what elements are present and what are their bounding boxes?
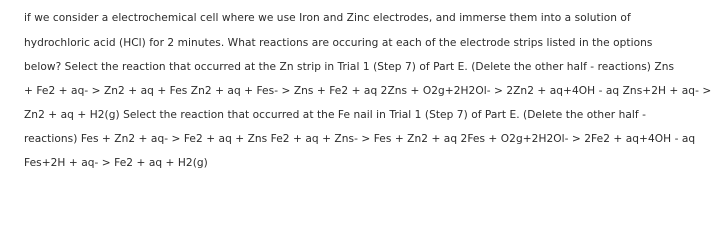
question-line-6: reactions) Fes + Zn2 + aq- > Fe2 + aq + Zns Fe2 + aq + Zns- > Fes + Zn2 + aq 2Fes + O2g+2H2Ol- > 2Fe2 + aq+4OH - aq [24, 133, 696, 145]
question-line-7: Fes+2H + aq- > Fe2 + aq + H2(g) [24, 157, 208, 169]
question-line-1: if we consider a electrochemical cell where we use Iron and Zinc electrodes, and immerse them into a solution of [24, 12, 631, 24]
question-line-4: + Fe2 + aq- > Zn2 + aq + Fes Zn2 + aq + Fes- > Zns + Fe2 + aq 2Zns + O2g+2H2Ol- > 2Zn2 + aq+4OH - aq Zns+2H + aq- > [24, 85, 712, 97]
question-text-block [24, 0, 718, 173]
question-line-2: hydrochloric acid (HCl) for 2 minutes. What reactions are occuring at each of the electrode strips listed in the options [24, 37, 653, 49]
question-line-5: Zn2 + aq + H2(g) Select the reaction that occurred at the Fe nail in Trial 1 (Step 7) of Part E. (Delete the other half - [24, 109, 646, 121]
question-line-3: below? Select the reaction that occurred at the Zn strip in Trial 1 (Step 7) of Part E. (Delete the other half - reactions) Zns [24, 61, 675, 73]
